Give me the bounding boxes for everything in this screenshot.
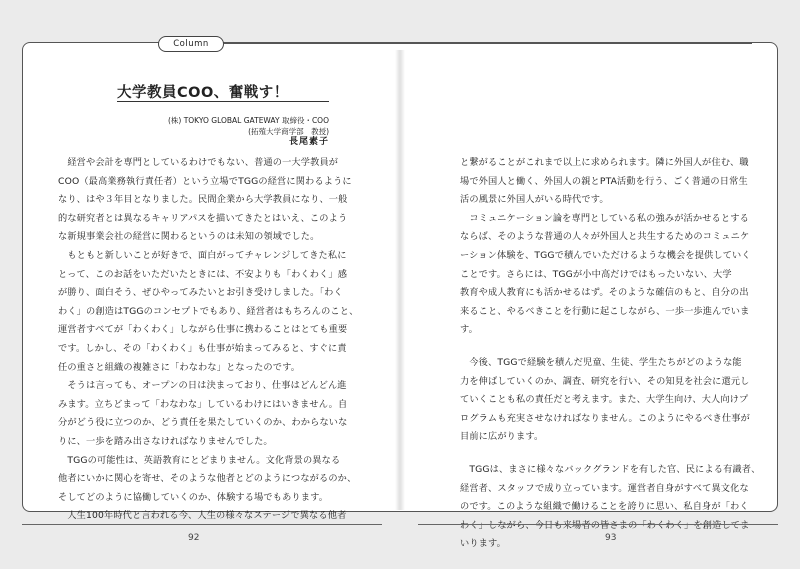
text-line: TGGの可能性は、英語教育にとどまりません。文化背景の異なる <box>58 454 341 466</box>
text-line: 教育や成人教育にも活かせるはず。そのような確信のもと、自分の出 <box>460 287 749 299</box>
text-line: 任の重さと組織の複雑さに「わなわな」となったのです。 <box>58 361 301 373</box>
column-tab: Column <box>158 36 224 52</box>
text-line: ーション体験を、TGGで積んでいただけるような機会を提供していく <box>460 249 751 261</box>
page-number-right: 93 <box>605 533 617 543</box>
text-line: ことです。さらには、TGGが小中高だけではもったいない、大学 <box>460 268 732 280</box>
text-line: コミュニケーション論を専門としている私の強みが活かせるとする <box>460 212 749 224</box>
text-line: わく」しながら、今日も来場者の皆さまの「わくわく」を創造してま <box>460 519 750 531</box>
right-paragraph-group-2 <box>460 354 760 447</box>
text-line: です。しかし、その「わくわく」も仕事が始まってみると、すぐに責 <box>58 342 347 354</box>
author-block <box>168 115 329 148</box>
text-line: なり、はや３年目となりました。民間企業から大学教員になり、一般 <box>58 194 348 206</box>
text-line: のです。このような組織で働けることを誇りに思い、私自身が「わく <box>460 501 749 513</box>
text-line: 経営者、スタッフで成り立っています。運営者自身がすべて異文化な <box>460 482 749 494</box>
text-line: ログラムも充実させなければなりません。このようにやるべき仕事が <box>460 412 750 424</box>
text-line: とって、このお話をいただいたときには、不安よりも「わくわく」感 <box>58 268 348 280</box>
text-line: 活の風景に外国人がいる時代です。 <box>460 194 609 206</box>
text-line: ていくことも私の責任だと考えます。また、大学生向け、大人向けプ <box>460 394 749 406</box>
book-gutter <box>395 50 405 510</box>
left-column-text <box>58 154 358 526</box>
text-line: 目前に広がります。 <box>460 431 544 443</box>
text-line: 分がどう役に立つのか、どう責任を果たしていくのか、わからないな <box>58 417 348 429</box>
text-line: TGGは、まさに様々なバックグランドを有した官、民による有識者、 <box>460 463 761 475</box>
text-line: わく」の創造はTGGのコンセプトでもあり、経営者はもちろんのこと、 <box>58 305 359 317</box>
text-line: もともと新しいことが好きで、面白がってチャレンジしてきた私に <box>58 249 347 261</box>
title-underline <box>117 101 329 102</box>
text-line: な新規事業会社の経営に関わるというのは未知の領域でした。 <box>58 231 320 243</box>
text-line: そうは言っても、オープンの日は決まっており、仕事はどんどん進 <box>58 380 347 392</box>
right-column-text <box>460 154 760 554</box>
text-line: 他者にいかに関心を寄せ、そのような他者とどのようにつながるのか、 <box>58 473 357 485</box>
text-line: 今後、TGGで経験を積んだ児童、生徒、学生たちがどのような能 <box>460 356 742 368</box>
text-line: 運営者すべてが「わくわく」しながら仕事に携わることはとても重要 <box>58 324 348 336</box>
text-line: と繋がることがこれまで以上に求められます。隣に外国人が住む、職 <box>460 157 749 168</box>
footer-rule-left <box>22 524 382 525</box>
text-line: す。 <box>460 324 478 336</box>
right-paragraph-group-1 <box>460 154 760 340</box>
author-affiliation: (株) TOKYO GLOBAL GATEWAY 取締役・COO <box>167 116 329 125</box>
footer-rule-right <box>418 524 778 525</box>
page-number-left: 92 <box>188 533 200 543</box>
text-line: みます。立ちどまって「わなわな」しているわけにはいきません。自 <box>58 398 348 410</box>
text-line: いります。 <box>460 538 506 550</box>
text-line: が勝り、面白そう、ぜひやってみたいとお引き受けしました。「わく <box>58 287 343 299</box>
text-line: 力を伸ばしていくのか、調査、研究を行い、その知見を社会に還元し <box>460 375 750 387</box>
text-line: 場で外国人と働く、外国人の親とPTA活動を行う、ごく普通の日常生 <box>460 175 748 187</box>
text-line: 来ること、やるべきことを行動に起こしながら、一歩一歩進んでいま <box>460 305 750 317</box>
author-name: 長尾素子 <box>288 137 329 147</box>
text-line: りに、一歩を踏み出さなければなりませんでした。 <box>58 435 273 447</box>
author-university: (拓殖大学商学部 教授) <box>248 127 329 136</box>
text-line: そしてどのように協働していくのか、体験する場でもあります。 <box>58 491 329 503</box>
header-rule <box>224 43 752 44</box>
article-title: 大学教員COO、奮戦す！ <box>117 85 289 101</box>
text-line: 人生100年時代と言われる今、人生の様々なステージで異なる他者 <box>58 510 347 522</box>
text-line: 経営や会計を専門としているわけでもない、普通の一大学教員が <box>58 157 339 168</box>
text-line: 的な研究者とは異なるキャリアパスを描いてきたとはいえ、このよう <box>58 212 348 224</box>
text-line: COO（最高業務執行責任者）という立場でTGGの経営に関わるように <box>58 175 352 187</box>
text-line: ならば、そのような普通の人々が外国人と共生するためのコミュニケ <box>460 231 750 243</box>
